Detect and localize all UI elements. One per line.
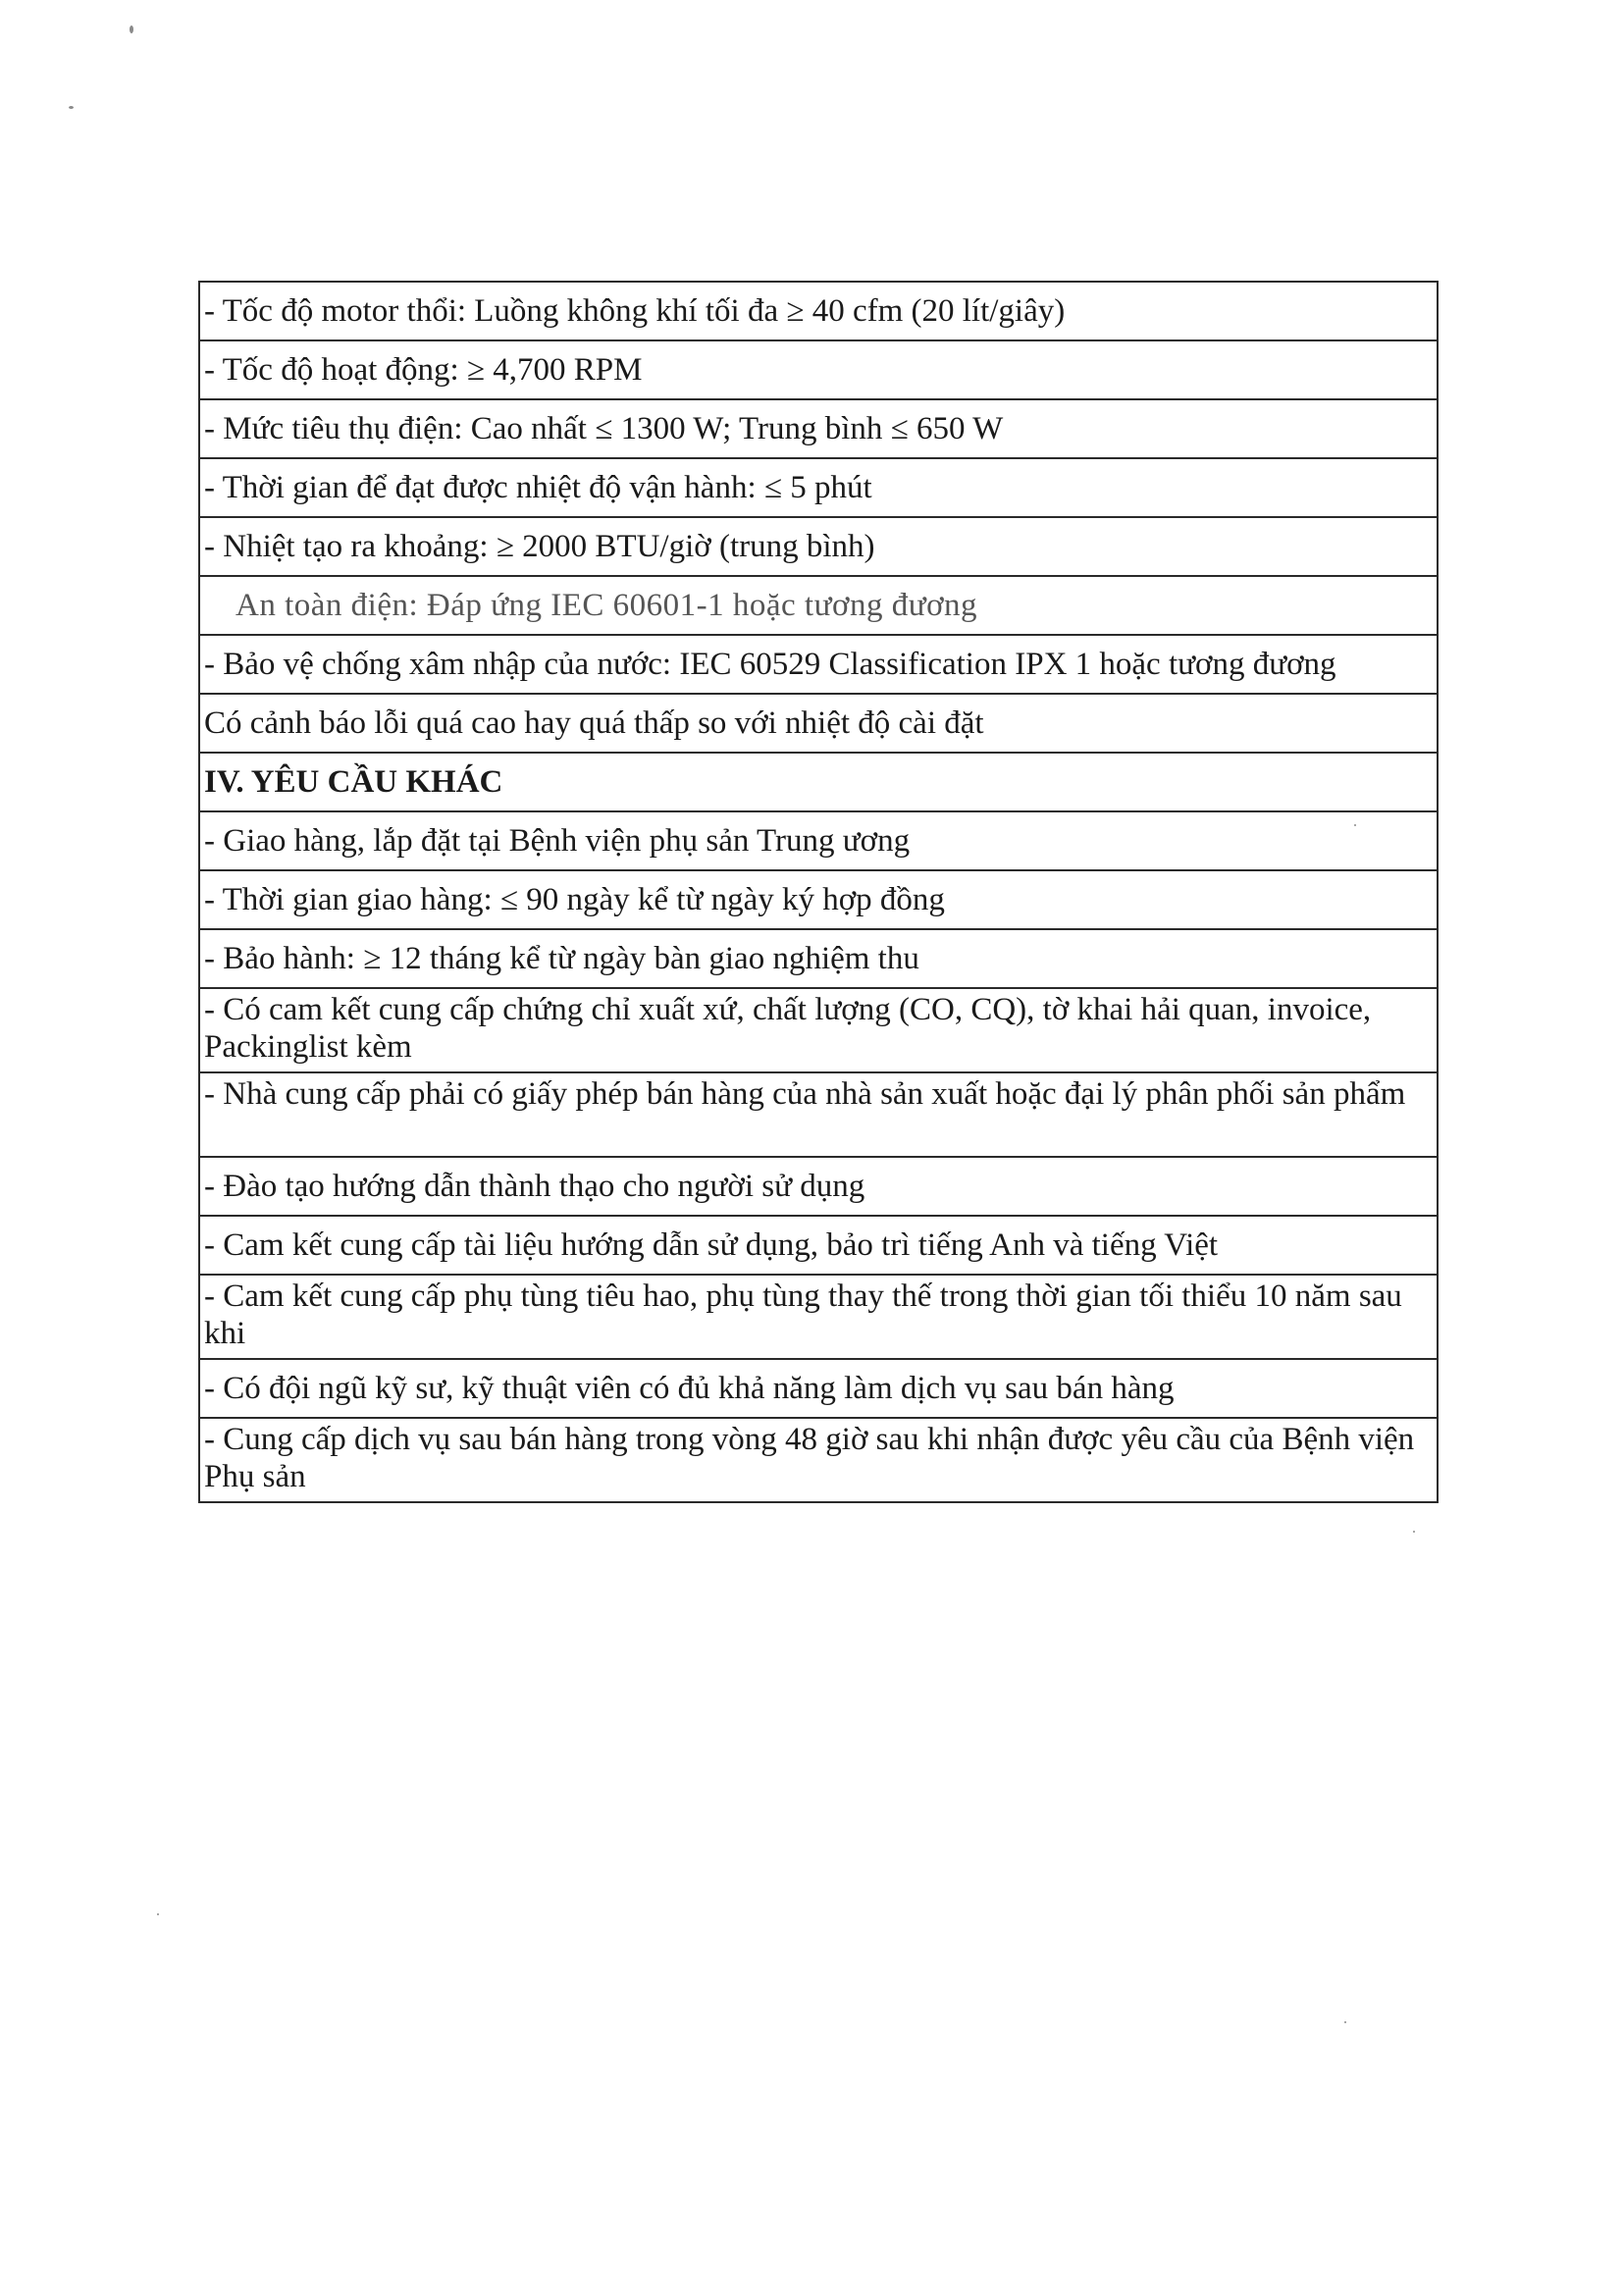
table-row xyxy=(199,1216,1438,1275)
table-cell: - Tốc độ motor thổi: Luồng không khí tối đa ≥ 40 cfm (20 lít/giây) xyxy=(199,282,1438,340)
table-row xyxy=(199,1418,1438,1502)
table-cell: - Thời gian giao hàng: ≤ 90 ngày kể từ ngày ký hợp đồng xyxy=(199,870,1438,929)
table-row xyxy=(199,1072,1438,1157)
table-cell: - Cung cấp dịch vụ sau bán hàng trong vòng 48 giờ sau khi nhận được yêu cầu của Bệnh viện Phụ sản xyxy=(199,1418,1438,1502)
table-cell: - Bảo vệ chống xâm nhập của nước: IEC 60529 Classification IPX 1 hoặc tương đương xyxy=(199,635,1438,694)
table-row xyxy=(199,988,1438,1072)
scan-speck xyxy=(69,106,74,109)
table-row xyxy=(199,399,1438,458)
table-cell: - Có cam kết cung cấp chứng chỉ xuất xứ, chất lượng (CO, CQ), tờ khai hải quan, invoice, Packinglist kèm xyxy=(199,988,1438,1072)
table-cell: - Cam kết cung cấp tài liệu hướng dẫn sử dụng, bảo trì tiếng Anh và tiếng Việt xyxy=(199,1216,1438,1275)
requirements-table-body xyxy=(199,282,1438,1502)
scan-speck xyxy=(157,1913,159,1915)
table-cell: - Thời gian để đạt được nhiệt độ vận hành: ≤ 5 phút xyxy=(199,458,1438,517)
table-cell: - Bảo hành: ≥ 12 tháng kể từ ngày bàn giao nghiệm thu xyxy=(199,929,1438,988)
scan-speck xyxy=(1413,1531,1415,1533)
table-cell: - Tốc độ hoạt động: ≥ 4,700 RPM xyxy=(199,340,1438,399)
section-heading: IV. YÊU CẦU KHÁC xyxy=(199,753,1438,811)
table-cell: - Nhiệt tạo ra khoảng: ≥ 2000 BTU/giờ (trung bình) xyxy=(199,517,1438,576)
table-row xyxy=(199,694,1438,753)
table-row xyxy=(199,1359,1438,1418)
table-row xyxy=(199,1275,1438,1359)
scan-speck xyxy=(130,26,133,33)
table-cell: - Mức tiêu thụ điện: Cao nhất ≤ 1300 W; Trung bình ≤ 650 W xyxy=(199,399,1438,458)
requirements-table xyxy=(198,281,1439,1503)
table-cell: - Đào tạo hướng dẫn thành thạo cho người sử dụng xyxy=(199,1157,1438,1216)
table-cell: - Cam kết cung cấp phụ tùng tiêu hao, phụ tùng thay thế trong thời gian tối thiểu 10 năm sau khi xyxy=(199,1275,1438,1359)
table-row xyxy=(199,282,1438,340)
table-cell: Có cảnh báo lỗi quá cao hay quá thấp so với nhiệt độ cài đặt xyxy=(199,694,1438,753)
table-cell-faded: An toàn điện: Đáp ứng IEC 60601-1 hoặc tương đương xyxy=(199,576,1438,635)
table-row xyxy=(199,458,1438,517)
table-row xyxy=(199,1157,1438,1216)
table-row xyxy=(199,576,1438,635)
table-cell: - Giao hàng, lắp đặt tại Bệnh viện phụ sản Trung ương xyxy=(199,811,1438,870)
table-row xyxy=(199,517,1438,576)
table-row xyxy=(199,811,1438,870)
table-row xyxy=(199,870,1438,929)
table-row xyxy=(199,929,1438,988)
table-row xyxy=(199,340,1438,399)
table-cell: - Có đội ngũ kỹ sư, kỹ thuật viên có đủ khả năng làm dịch vụ sau bán hàng xyxy=(199,1359,1438,1418)
table-cell: - Nhà cung cấp phải có giấy phép bán hàng của nhà sản xuất hoặc đại lý phân phối sản phẩm xyxy=(199,1072,1438,1157)
section-heading-row xyxy=(199,753,1438,811)
scan-speck xyxy=(1344,2021,1346,2023)
table-row xyxy=(199,635,1438,694)
